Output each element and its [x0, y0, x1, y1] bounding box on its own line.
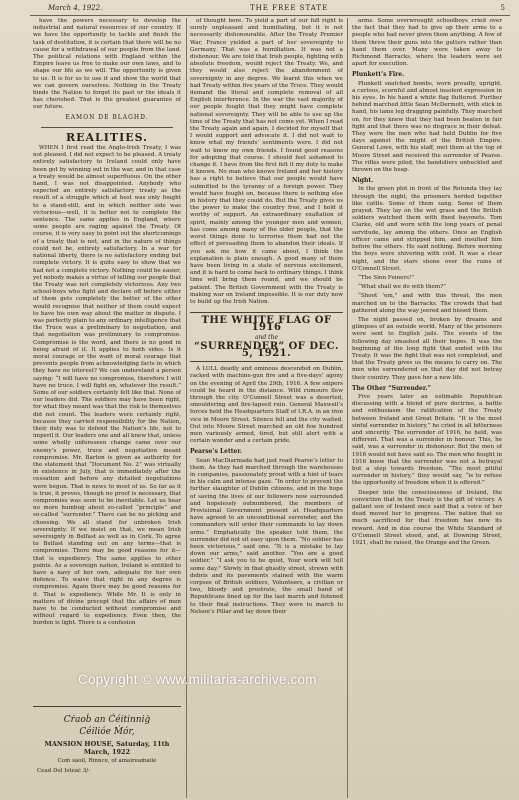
paper-title: THE FREE STATE: [250, 4, 329, 12]
column-1: [33, 18, 181, 704]
heading-line-1: THE WHITE FLAG OF 1916: [201, 315, 332, 334]
subheading-plunkett: Plunkett’s Fire.: [352, 71, 405, 79]
intro-paragraph: have the powers necessary to develop the industrial and natural resources of our country. If we have the opportunity to tackle and finish the task of destitution, it is certain that there will be no cause for a withdrawal of our people from the land. The political relations with England within the Empire leave us free to make our own laws, and to shape our life as we will. The opportunity is given to us. It is for us to use it and show the world that we can govern ourselves. Nothing in the Treaty binds the Nation to forget its past or the ideals it has cherished. That is the greatest guarantee of our future.: [33, 18, 181, 111]
article-heading-realities: REALITIES.: [65, 130, 149, 144]
quote-line-3: “Shoot ’em,” and with this threat, the men marched on to the Barracks. The crowds that had gathered along the way jeered and hissed them.: [352, 293, 502, 314]
realities-continued: of thought here. To yield a part of our full right is surely unpleasant and humiliating, but it is not necessarily dishonourable. After the Treaty Premier War, France yielded a part of her sovereignty to Germany. That was a humiliation. It was not a dishonour. We are told that Irish people, fighting with absolute freedom, would reject the Treaty. We, and they would also reject the abandonment of sovereignty in any degree. We learnt this when we had Treaty within five years of the Truce. They would demand the literal and complete removal of all English interference. In the war the vast majority of our people fought that they might have complete national sovereignty. They will be able to use up the time of the Treaty that has not come yet. When I read the Treaty again and again, I decided for myself that I would support and advocate it. I did not wait to know what my friends’ sentiments were. I did not wait to know my own friends. I found good reasons for adopting that course. I should feel ashamed to change it. I have from the first felt it my duty to make it known. No man who knows Ireland and her history has a right to believe that our people would have submitted to the tyranny of a foreign power. They would have fought on, because there is nothing else in history that they could do. But the Treaty gives us the power to make the country free, and I hold it worthy of support. An extraordinary exaltation of spirit, mainly among the younger men and women, has come among many of the older people, that the worst things done to terrorise them had not the effect of persuading them to abandon their ideals. If you ask me how it came about, I think the explanation is plain enough. A good many of them have been living in a state of nervous excitement, and it is hard to come back to ordinary things. I think time will bring them round, and we should be patient. The British Government with the Treaty is making war on Ireland impossible. It is our duty now to build up the Irish Nation.: [190, 18, 343, 305]
page-number: 5: [500, 4, 505, 12]
closing-paragraph: Deeper into the consciousness of Ireland, the conviction that in the Treaty is the gift of victory. A gallant son of Ireland once said that a voice of her dead moved her to progress. The nation that so much sacrificed for that freedom has now its reward. And in due course the White Standard of O’Connell Street stood, and, at Downing Street, 1921, shall be raised, the Orange and the Green.: [352, 489, 502, 547]
issue-date: March 4, 1922.: [48, 4, 103, 12]
column-rule-2: [347, 18, 348, 798]
white-flag-heading: [190, 312, 343, 362]
white-flag-continued: arms. Some overwrought schoolboys cried over the fact that they had to give up their arms to a people who had never given them anything. A few of them threw their guns into the gutters rather than hand them over. Many were taken away to Richmond Barracks, where the leaders were set apart for execution.: [352, 18, 502, 68]
white-flag-paragraph-1: A LULL deadly and ominous descended on Dublin, racked with machine-gun fire and a five-days’ agony on the evening of April the 29th, 1916. A few snipers could be heard in the distance. Wild rumours flew through the city. O’Connell Street was a deserted, smouldering and fire-lapsed ruin. General Maxwell’s forces held the Headquarters Staff of I.R.A. in an iron vice in Moore Street. Silence fell and the city waited. Out into Moore Street marched an old few hundred men variously armed, tired, but still alert with a certain wonder and a certain pride.: [190, 366, 343, 445]
other-surrender-paragraph: Five years later an estimable Republican discussing with a blend of pure doctrine, a battle and enthusiasm the ratification of the Treaty between Ireland and Great Britain. “It is the most sinful surrender in history,” he cried in all bitterness and sincerity. The surrender of 1916, he held, was different. That was a surrender in honour. This, he said, was a surrender in dishonour. But the men of 1916 would not have said so. The men who fought in 1916 knew that the surrender was not a betrayal but a step towards freedom. “The most pitiful surrender in history,” they would say, “is to refuse the opportunity of freedom when it is offered.”: [352, 393, 502, 487]
heading-line-2: and the: [254, 333, 278, 341]
copyright-watermark: Copyright © www.militaria-archive.com: [78, 672, 317, 687]
author-signature: EAMON DE BLAGHD.: [65, 113, 149, 121]
advert-venue-date: MANSION HOUSE, Saturday, 11th March, 1922: [44, 740, 170, 756]
plunkett-paragraph: Plunkett snatched bombs, worn proudly, upright, a curious, scornful and almost insolent expression in his eyes. In his hand a white flag fluttered. Further behind marched little Sean McDermott, with stick in hand, his lame leg dragging painfully. They marched on, for they knew that they had been beaten in fair fight and that there was no disgrace in their defeat. They were the men who had held Dublin for five days against the might of the British Empire. General Lowe, with his staff, met them at the top of Moore Street and received the surrender of Pearse. The rifles were piled, the bandoliers unbuckled and thrown on the heap.: [352, 80, 502, 174]
column-3: [352, 18, 502, 798]
subheading-pearse-letter: Pearse’s Letter.: [190, 448, 243, 456]
subheading-other-surrender: The Other “Surrender.”: [352, 384, 431, 392]
article-divider: [41, 127, 173, 128]
realities-body: WHEN I first read the Anglo-Irish Treaty, I was not pleased. I did not expect to be pleased. A treaty entirely satisfactory to Ireland could only have been got by winning out in the war, and in that case a treaty would be almost superfluous. On the other hand, I was not disappointed. Anybody who expected an entirely satisfactory treaty as the result of a struggle which at best was only fought to a stand-still, and in which neither side was victorious—well, it is better not to complete the sentence. The same applies in England, where some people are raging against the Treaty. Of course, it is very easy to point out the shortcomings of a treaty that is not, and in the nature of things could not be, entirely satisfactory. In a war for national liberty, there is no satisfactory ending but complete victory. It is quite easy to show that we had not a complete victory. Nothing could be easier, yet nobody makes a virtue of telling our people that the Treaty was not completely victorious. Any two school-boys who fight and declare off before either of them gets completely the better of the other would recognise that neither of them could expect to have his own way about the matter in dispute. I was perfectly plain to any ordinary intelligence that the Truce was a preliminary to negotiation, and that negotiation was preliminary to compromise. Compromise is the word, and there is no good in being afraid of it. It applies to both sides. Is it moral courage or the want of moral courage that prevents people from acknowledging facts in which they have no interest? We can understand a person saying: “I will have no compromise, therefore I will have no truce. I will fight on, whatever the result.” Some of our soldiers certainly felt like that. None of our leaders did. The soldiers may have been right, for what they meant was that the risk to themselves did not count. The leaders were certainly right, because they carried responsibility for the Nation, their duty was to defend the Nation’s life, not to imperil it. Our leaders one and all knew that, unless some wholly unforeseen change came over our enemy’s power, truce and negotiation meant compromise. Mr. Barton is given as authority for the statement that “Document No. 2” was virtually in existence in July, that is immediately after the cessation and before any detailed negotiations were begun. That is news to most of us. So far as it is true, it proves, though no proof is necessary, that compromise was seen to be inevitable. Let us hear no more humbug about so-called “principle” and so-called “surrender.” There can be no picking and choosing. We all stand for unbroken Irish sovereignty. If we insist on that, we mean Irish sovereignty in Belfast as well as in Cork. To agree to Belfast standing out on any terms—that is compromise. There may be good reasons for it—that is expediency. The same applies to other points. As a sovereign nation, Ireland is entitled to have a navy of her own, adequate for her own defence. To waive that right in any degree is compromise. Again there may be good reasons for it. That is expediency. While Mr. It is only in matters of divine precept that the affairs of men have to be conducted without compromise and without regard to expediency. Even then, the burden is light. There is a confusion: [33, 145, 181, 627]
advert-branch: Cṙaoḃ an Ċéitinniġ: [63, 715, 151, 725]
night-paragraph: In the green plot in front of the Rotunda they lay through the night, the prisoners herded together like cattle. Some of them sang. Some of them prayed. They lay on the wet grass and the British soldiers watched them with fixed bayonets. Tom Clarke, old and worn with the long years of penal servitude, lay among the others. Once an English officer came and stripped him, and insulted him before the others. He said nothing. Before morning the boys were shivering with cold. It was a clear night, and the stars shone over the ruins of O’Connell Street.: [352, 186, 502, 272]
quote-line-1: “The Sinn Feiners!”: [358, 274, 415, 281]
advert-program: Coṁ ṡaoil, Rinnce, of amaireaṁaile: [57, 758, 157, 764]
quote-line-2: “What shall we do with them?”: [358, 284, 447, 291]
heading-line-3: “SURRENDER” OF DEC. 5, 1921.: [194, 340, 339, 359]
header-rule: [30, 15, 510, 16]
night-paragraph-2: The night passed on, broken by dreams and glimpses of an outside world. Many of the prisoners were sent to English jails. The events of the following day smashed all their hopes. It was the beginning of the long fight that ended with the Treaty. It was the fight that was not completed, and that the Treaty gives us the means to carry on. The men who surrendered on that day did not betray their country. They gave her a new life.: [352, 316, 502, 381]
advert-admission: Cead Dol Isteaċ 3/-: [37, 768, 91, 774]
advertisement-ceilidhe: [33, 706, 181, 797]
white-flag-paragraph-2: Sean MacDiarmada had just read Pearse’s letter to them. As they had marched through the warehouses in companies, passionately proud with a hint of tears in his calm and intense gaze. “In order to prevent the further slaughter of Dublin citizens, and in the hope of saving the lives of our followers now surrounded and hopelessly outnumbered, the members of Provisional Government present at Headquarters have agreed to an unconditional surrender, and the commanders will order their commands to lay down arms.” Emphatically the speaker told them, the surrender did not sit easy upon them. “No soldier has been victorious,” said one. “It is a mistake to lay down our arms,” said another. “You are a good soldier.” “I ask you to be quiet, Your work will tell some day.” Slowly in that ghastly street, strewn with debris and its pavements stained with the warm corpses of British soldiers, Volunteers, a civilian or two, bloody and prostrate, the small band of Republicans lined up for the last march and listened to their final instructions. They were to march to Nelson’s Pillar and lay down their: [190, 457, 343, 615]
advert-event: Céilióe Ṁór,: [79, 727, 135, 737]
subheading-night: Night.: [352, 177, 374, 185]
